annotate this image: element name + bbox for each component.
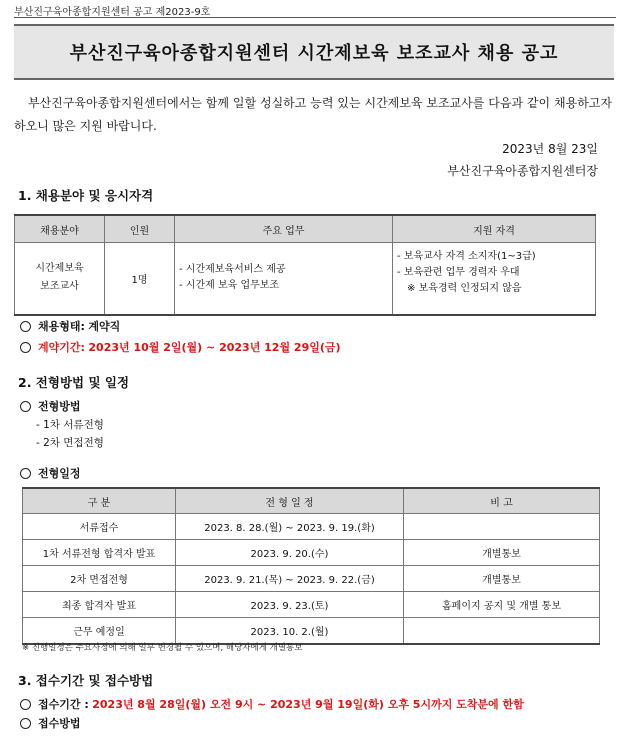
duty-item: - 시간제보육서비스 제공 (179, 264, 286, 276)
table-row (23, 540, 600, 566)
circle-bullet-icon (20, 342, 31, 353)
method-item: - 1차 서류전형 (36, 419, 104, 431)
application-period-label: 접수기간 : (38, 698, 89, 711)
col-header-note: 비 고 (404, 488, 600, 514)
selection-method (20, 398, 81, 414)
signer: 부산진구육아종합지원센터장 (447, 164, 598, 178)
recruitment-table (14, 214, 596, 316)
stage-cell: 서류접수 (23, 514, 176, 540)
field-line: 시간제보육 (35, 263, 84, 275)
date-cell: 2023. 9. 20.(수) (176, 540, 404, 566)
schedule-footnote: ※ 진행일정은 주요사정에 의해 일부 변경될 수 있으며, 해당자에게 개별통보 (22, 643, 303, 653)
field-line: 보조교사 (40, 281, 79, 293)
application-period-value: 2023년 8월 28일(월) 오전 9시 ~ 2023년 9월 19일(화) 오후 5시까지 도착분에 한함 (92, 698, 524, 711)
table-row (23, 514, 600, 540)
col-header-field: 채용분야 (15, 215, 105, 243)
note-cell (404, 514, 600, 540)
section3-heading: 3. 접수기간 및 접수방법 (18, 673, 154, 688)
stage-cell: 최종 합격자 발표 (23, 592, 176, 618)
stage-cell: 2차 면접전형 (23, 566, 176, 592)
table-header-row (15, 215, 596, 243)
note-cell (404, 618, 600, 645)
col-header-duties: 주요 업무 (175, 215, 393, 243)
note-cell: 개별통보 (404, 540, 600, 566)
date-cell: 2023. 9. 21.(목) ~ 2023. 9. 22.(금) (176, 566, 404, 592)
selection-schedule (20, 465, 81, 481)
application-period (20, 696, 524, 712)
page-title: 부산진구육아종합지원센터 시간제보육 보조교사 채용 공고 (14, 24, 614, 80)
circle-bullet-icon (20, 718, 31, 729)
col-header-qualifications: 지원 자격 (393, 215, 596, 243)
qualifications-cell (393, 243, 596, 315)
contract-period-value: 2023년 10월 2일(월) ~ 2023년 12월 29일(금) (88, 341, 341, 354)
method-item: - 2차 면접전형 (36, 437, 104, 449)
date-cell: 2023. 8. 28.(월) ~ 2023. 9. 19.(화) (176, 514, 404, 540)
col-header-date: 전 형 일 정 (176, 488, 404, 514)
date-cell: 2023. 9. 23.(토) (176, 592, 404, 618)
selection-method-label: 전형방법 (38, 400, 81, 413)
duty-item: - 시간제 보육 업무보조 (179, 280, 280, 292)
contract-period-label: 계약기간: (38, 341, 85, 354)
section2-heading: 2. 전형방법 및 일정 (18, 375, 130, 390)
field-cell (15, 243, 105, 315)
qualification-item: - 보육교사 자격 소지자(1~3급) (397, 251, 536, 262)
application-method-label: 접수방법 (38, 717, 81, 730)
table-header-row (23, 488, 600, 514)
schedule-table (22, 487, 600, 645)
employment-type (20, 318, 120, 334)
count-cell: 1명 (105, 243, 175, 315)
col-header-count: 인원 (105, 215, 175, 243)
qualification-item: - 보육관련 업무 경력자 우대 (397, 267, 520, 278)
announcement-date: 2023년 8월 23일 (502, 142, 598, 156)
circle-bullet-icon (20, 321, 31, 332)
table-row (15, 243, 596, 315)
circle-bullet-icon (20, 468, 31, 479)
employment-type-value: 계약직 (88, 320, 121, 333)
stage-cell: 1차 서류전형 합격자 발표 (23, 540, 176, 566)
section1-heading: 1. 채용분야 및 응시자격 (18, 188, 154, 203)
intro-paragraph: 부산진구육아종합지원센터에서는 함께 일할 성실하고 능력 있는 시간제보육 보조교사를 다음과 같이 채용하고자 하오니 많은 지원 바랍니다. (14, 96, 612, 133)
selection-schedule-label: 전형일정 (38, 467, 81, 480)
duties-cell (175, 243, 393, 315)
table-row (23, 566, 600, 592)
header-divider (14, 17, 616, 18)
stage-cell: 근무 예정일 (23, 618, 176, 645)
date-cell: 2023. 10. 2.(월) (176, 618, 404, 645)
col-header-stage: 구 분 (23, 488, 176, 514)
application-method (20, 715, 81, 731)
note-cell: 홈페이지 공지 및 개별 통보 (404, 592, 600, 618)
employment-type-label: 채용형태: (38, 320, 85, 333)
circle-bullet-icon (20, 401, 31, 412)
table-row (23, 592, 600, 618)
qualification-note: ※ 보육경력 인정되지 않음 (407, 283, 522, 294)
note-cell: 개별통보 (404, 566, 600, 592)
notice-number: 부산진구육아종합지원센터 공고 제2023-9호 (14, 7, 211, 18)
contract-period (20, 339, 341, 355)
circle-bullet-icon (20, 699, 31, 710)
